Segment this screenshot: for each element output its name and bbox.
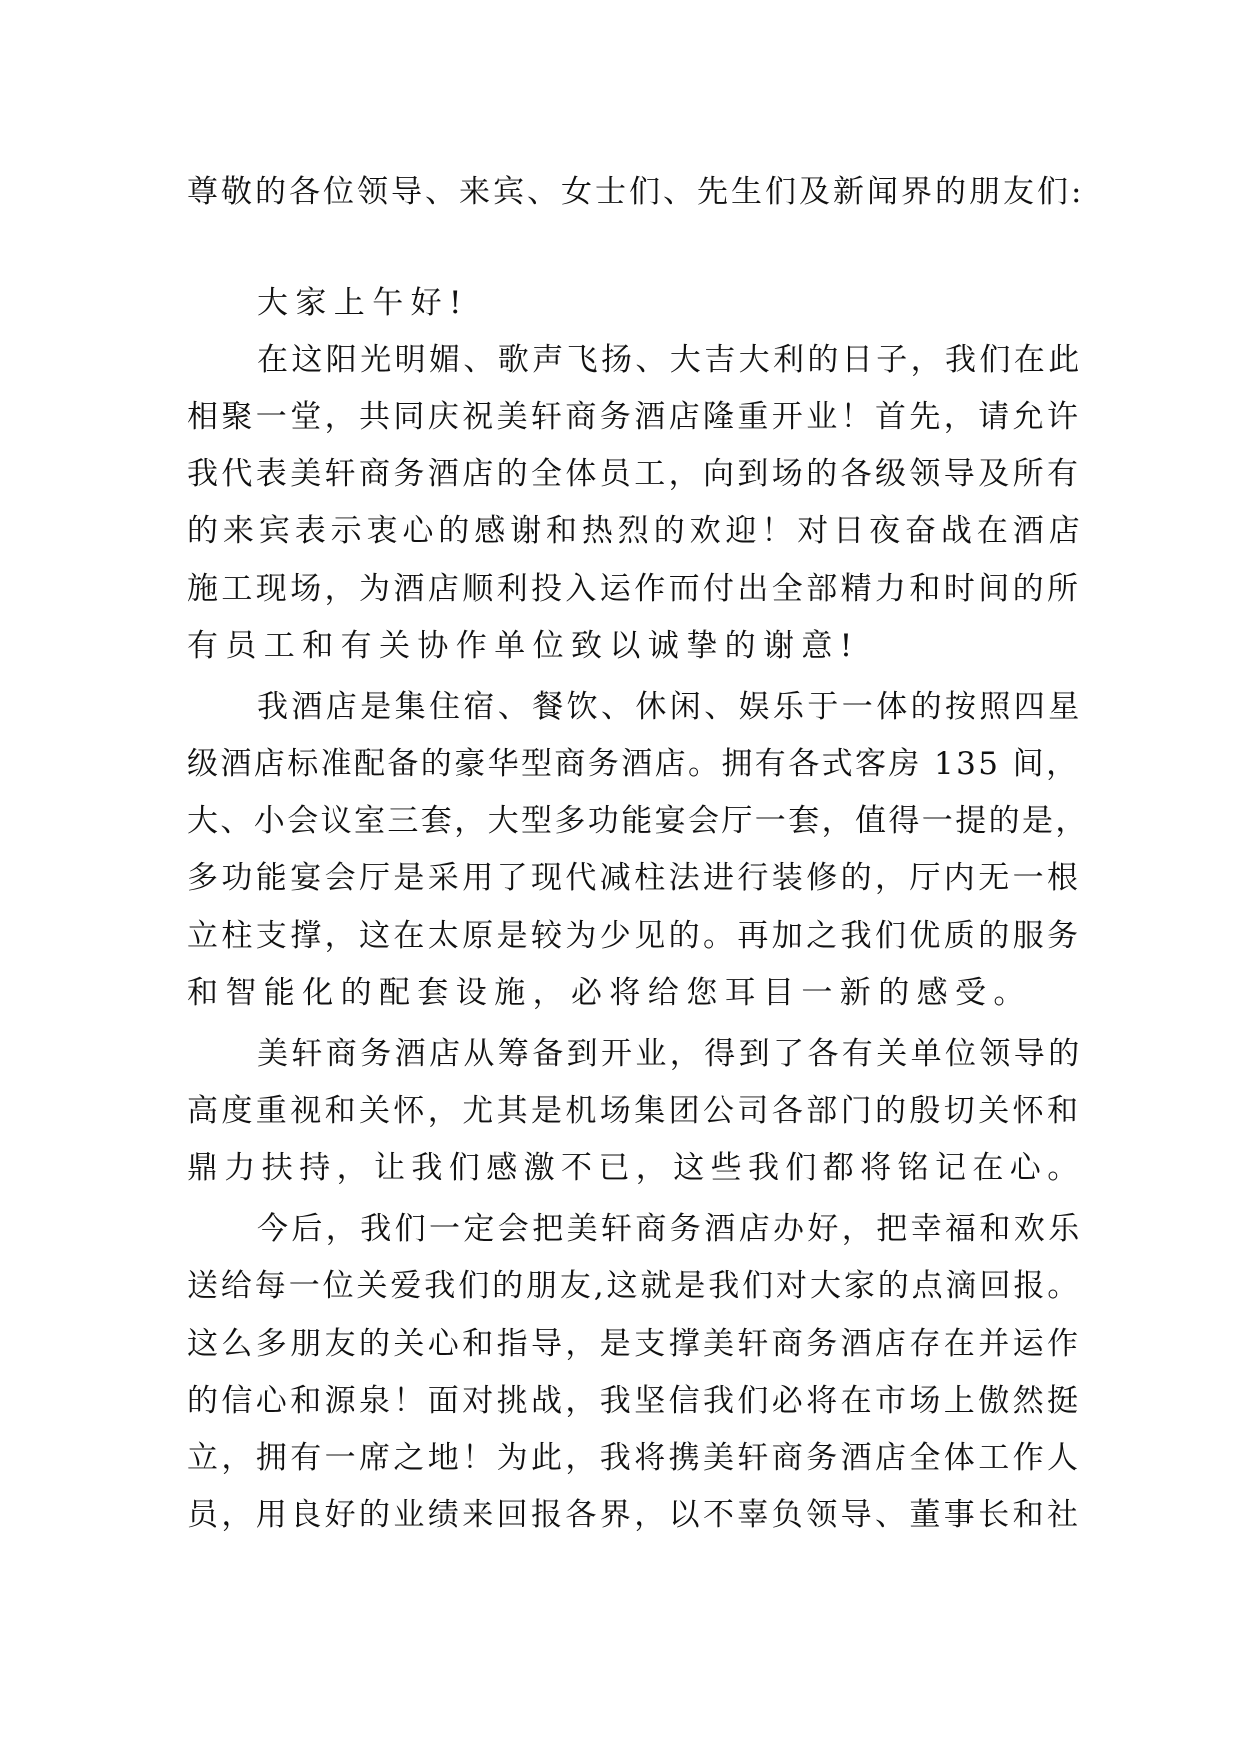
paragraph-1-line bbox=[0, 388, 1241, 446]
paragraph-4-line bbox=[0, 1200, 1241, 1258]
paragraph-text: 在这阳光明媚、歌声飞扬、大吉大利的日子，我们在此 bbox=[257, 342, 1083, 378]
paragraph-1-line bbox=[0, 617, 1241, 675]
paragraph-text: 鼎力扶持，让我们感激不已，这些我们都将铭记在心。 bbox=[187, 1150, 1085, 1186]
paragraph-4-line bbox=[0, 1429, 1241, 1487]
paragraph-text: 这么多朋友的关心和指导，是支撑美轩商务酒店存在并运作 bbox=[187, 1326, 1082, 1362]
paragraph-text: 的来宾表示衷心的感谢和热烈的欢迎！对日夜奋战在酒店 bbox=[187, 513, 1085, 549]
salutation-text: 尊敬的各位领导、来宾、女士们、先生们及新闻界的朋友们: bbox=[187, 174, 1085, 210]
paragraph-4-line bbox=[0, 1486, 1241, 1544]
paragraph-text: 员，用良好的业绩来回报各界，以不辜负领导、董事长和社 bbox=[187, 1497, 1082, 1533]
paragraph-text: 今后，我们一定会把美轩商务酒店办好，把幸福和欢乐 bbox=[257, 1211, 1083, 1247]
paragraph-text: 相聚一堂，共同庆祝美轩商务酒店隆重开业！首先，请允许 bbox=[187, 399, 1082, 435]
paragraph-text: 的信心和源泉！面对挑战，我坚信我们必将在市场上傲然挺 bbox=[187, 1383, 1082, 1419]
paragraph-text: 级酒店标准配备的豪华型商务酒店。拥有各式客房 135 间， bbox=[187, 746, 1080, 782]
paragraph-4-line bbox=[0, 1372, 1241, 1430]
paragraph-1-line bbox=[0, 445, 1241, 503]
paragraph-text: 我酒店是集住宿、餐饮、休闲、娱乐于一体的按照四星 bbox=[257, 689, 1083, 725]
paragraph-1-line bbox=[0, 331, 1241, 389]
paragraph-text: 和智能化的配套设施，必将给您耳目一新的感受。 bbox=[187, 975, 1032, 1011]
paragraph-text: 高度重视和关怀，尤其是机场集团公司各部门的殷切关怀和 bbox=[187, 1093, 1082, 1129]
paragraph-text: 送给每一位关爱我们的朋友,这就是我们对大家的点滴回报。 bbox=[187, 1268, 1082, 1304]
paragraph-2-line bbox=[0, 678, 1241, 736]
salutation-line bbox=[0, 163, 1241, 221]
paragraph-2-line bbox=[0, 849, 1241, 907]
paragraph-2-line bbox=[0, 792, 1241, 850]
greeting-line bbox=[0, 274, 1241, 332]
paragraph-text: 大、小会议室三套，大型多功能宴会厅一套，值得一提的是， bbox=[187, 803, 1089, 839]
paragraph-4-line bbox=[0, 1315, 1241, 1373]
paragraph-2-line bbox=[0, 964, 1241, 1022]
paragraph-3-line bbox=[0, 1082, 1241, 1140]
paragraph-text: 多功能宴会厅是采用了现代减柱法进行装修的，厅内无一根 bbox=[187, 860, 1082, 896]
paragraph-4-line bbox=[0, 1257, 1241, 1315]
paragraph-text: 立柱支撑，这在太原是较为少见的。再加之我们优质的服务 bbox=[187, 918, 1082, 954]
greeting-text: 大家上午好! bbox=[257, 285, 469, 321]
paragraph-2-line bbox=[0, 735, 1241, 793]
paragraph-text: 立，拥有一席之地！为此，我将携美轩商务酒店全体工作人 bbox=[187, 1440, 1082, 1476]
paragraph-1-line bbox=[0, 560, 1241, 618]
paragraph-text: 我代表美轩商务酒店的全体员工，向到场的各级领导及所有 bbox=[187, 456, 1082, 492]
paragraph-text: 有员工和有关协作单位致以诚挚的谢意! bbox=[187, 628, 860, 664]
paragraph-text: 美轩商务酒店从筹备到开业，得到了各有关单位领导的 bbox=[257, 1036, 1083, 1072]
paragraph-2-line bbox=[0, 907, 1241, 965]
paragraph-1-line bbox=[0, 502, 1241, 560]
paragraph-text: 施工现场，为酒店顺利投入运作而付出全部精力和时间的所 bbox=[187, 571, 1082, 607]
paragraph-3-line bbox=[0, 1139, 1241, 1197]
paragraph-3-line bbox=[0, 1025, 1241, 1083]
